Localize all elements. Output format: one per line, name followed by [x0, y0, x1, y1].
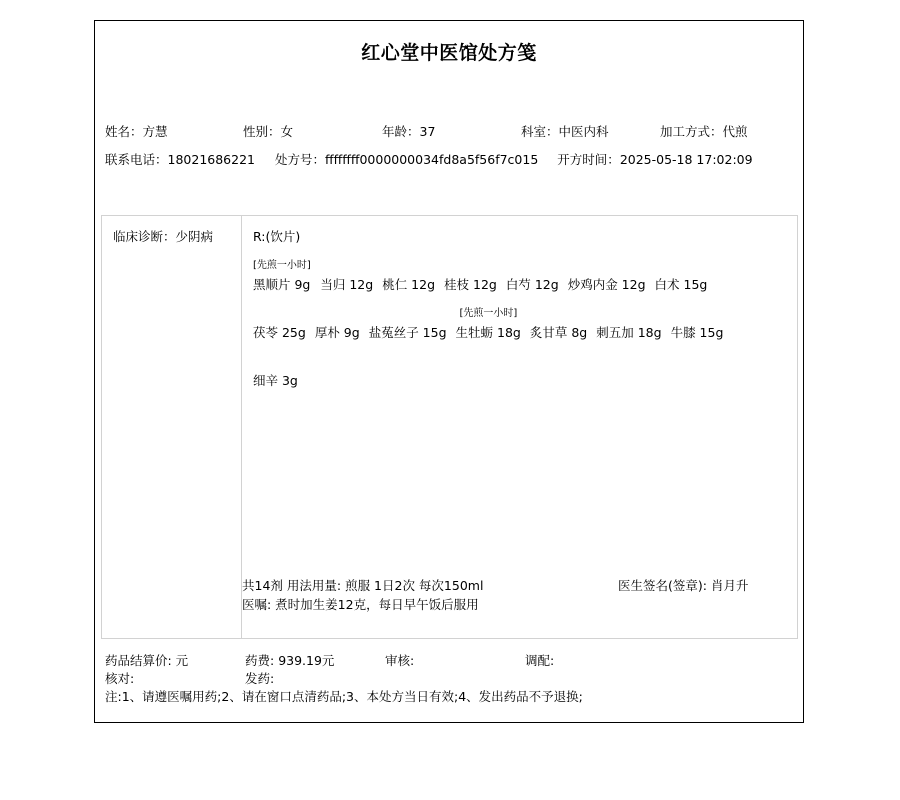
herb-row	[253, 371, 304, 389]
prescription-time: 开方时间：2025-05-18 17:02:09	[557, 152, 753, 167]
patient-phone: 联系电话：18021686221	[105, 152, 255, 167]
herb-row	[253, 260, 713, 293]
footer-row-2	[105, 669, 274, 687]
herb-note: [先煎一小时]	[253, 260, 311, 271]
issue-field: 发药:	[245, 671, 275, 686]
herb-item: 白术 15g	[654, 277, 708, 292]
patient-info-row-2	[105, 150, 753, 168]
patient-name: 姓名：方慧	[105, 124, 168, 139]
herb-item: 桃仁 12g	[382, 277, 436, 292]
herb-item: 炙甘草 8g	[529, 325, 588, 340]
dispense-field: 调配:	[525, 653, 555, 668]
herb-item: 白芍 12g	[505, 277, 559, 292]
rx-header: R:(饮片)	[253, 229, 301, 244]
process-method: 加工方式：代煎	[660, 124, 748, 139]
doctor-advice: 医嘱: 煮时加生姜12克，每日早午饭后服用	[242, 597, 479, 612]
herb-item: 细辛 3g	[253, 373, 298, 388]
prescription-number: 处方号：ffffffff0000000034fd8a5f56f7c015	[275, 152, 539, 167]
prescription-box	[101, 215, 798, 639]
footer-row-1	[105, 651, 554, 669]
patient-info-row-1	[105, 122, 748, 140]
patient-gender: 性别：女	[243, 124, 294, 139]
footer-notes: 注:1、请遵医嘱用药;2、请在窗口点清药品;3、本处方当日有效;4、发出药品不予退换;	[105, 689, 583, 704]
herb-item: 刺五加 18g	[596, 325, 662, 340]
herb-item: 茯苓 25g	[253, 325, 306, 340]
patient-age: 年龄：37	[382, 124, 436, 139]
usage-dosage: 共14剂 用法用量: 煎服 1日2次 每次150ml	[242, 578, 484, 593]
drug-fee: 药费: 939.19元	[245, 653, 335, 668]
settle-price: 药品结算价: 元	[105, 653, 189, 668]
box-divider	[241, 216, 242, 638]
prescription-sheet	[94, 20, 804, 723]
review-field: 审核:	[385, 653, 415, 668]
herb-item: 当归 12g	[320, 277, 374, 292]
herb-item: [先煎一小时] 生牡蛎 18g	[456, 323, 521, 341]
page-title: 红心堂中医馆处方笺	[361, 42, 537, 64]
herb-item: [先煎一小时] 黑顺片 9g	[253, 275, 310, 293]
herb-item: 牛膝 15g	[670, 325, 724, 340]
herb-row	[253, 308, 729, 341]
patient-dept: 科室：中医内科	[521, 124, 609, 139]
herb-item: 盐菟丝子 15g	[368, 325, 447, 340]
herb-item: 厚朴 9g	[314, 325, 360, 340]
herb-item: 桂枝 12g	[444, 277, 497, 292]
herb-note: [先煎一小时]	[459, 308, 518, 319]
herb-item: 炒鸡内金 12g	[567, 277, 646, 292]
doctor-signature: 医生签名(签章): 肖月升	[618, 578, 749, 593]
check-field: 核对:	[105, 671, 135, 686]
clinical-diagnosis: 临床诊断：少阴病	[113, 229, 214, 244]
